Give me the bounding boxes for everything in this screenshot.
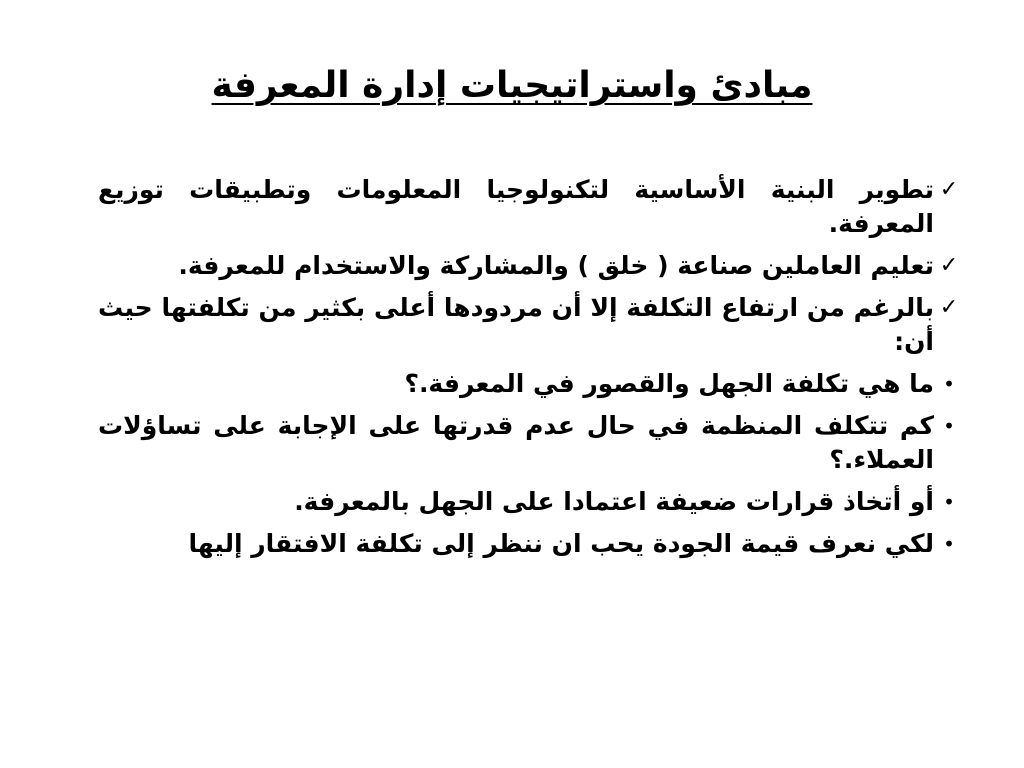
list-item-text: بالرغم من ارتفاع التكلفة إلا أن مردودها أعلى بكثير من تكلفتها حيث أن: xyxy=(98,293,934,356)
list-item xyxy=(98,367,955,401)
list-item xyxy=(98,409,955,477)
list-item-text: تعليم العاملين صناعة ( خلق ) والمشاركة والاستخدام للمعرفة. xyxy=(178,251,934,280)
checkmark-icon: ✓ xyxy=(939,177,959,202)
list-item xyxy=(98,527,955,561)
list-item-text: ما هي تكلفة الجهل والقصور في المعرفة.؟ xyxy=(404,369,934,398)
bullet-list xyxy=(98,173,959,569)
list-item xyxy=(98,485,955,519)
checkmark-icon: ✓ xyxy=(939,253,959,278)
bullet-dot-icon: • xyxy=(943,372,955,396)
bullet-dot-icon: • xyxy=(943,532,955,556)
list-item-text: تطوير البنية الأساسية لتكنولوجيا المعلومات وتطبيقات توزيع المعرفة. xyxy=(98,175,934,238)
slide-title: مبادئ واستراتيجيات إدارة المعرفة xyxy=(211,65,813,106)
checkmark-icon: ✓ xyxy=(939,295,959,320)
bullet-dot-icon: • xyxy=(943,414,955,438)
list-item xyxy=(98,173,959,241)
list-item-text: لكي نعرف قيمة الجودة يحب ان ننظر إلى تكلفة الافتقار إليها xyxy=(188,529,934,558)
list-item xyxy=(98,249,959,283)
bullet-dot-icon: • xyxy=(943,490,955,514)
list-item-text: أو أتخاذ قرارات ضعيفة اعتمادا على الجهل بالمعرفة. xyxy=(294,487,934,516)
slide-title-container xyxy=(0,58,1024,114)
list-item-text: كم تتكلف المنظمة في حال عدم قدرتها على الإجابة على تساؤلات العملاء.؟ xyxy=(98,411,934,474)
list-item xyxy=(98,291,959,359)
